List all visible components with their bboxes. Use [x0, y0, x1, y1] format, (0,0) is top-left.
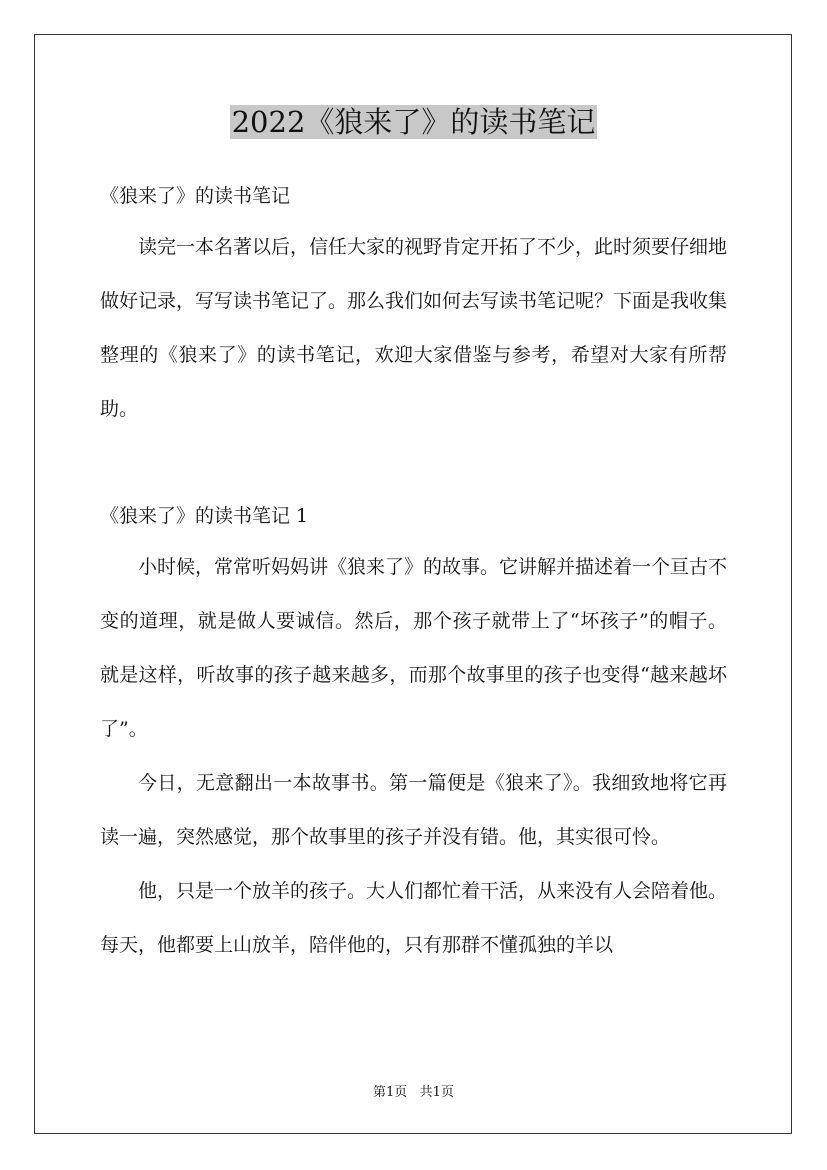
body-paragraph-2: 今日，无意翻出一本故事书。第一篇便是《狼来了》。我细致地将它再读一遍，突然感觉，那个故事里的孩子并没有错。他，其实很可怜。: [100, 772, 727, 848]
document-body: [100, 172, 727, 972]
section-heading: 《狼来了》的读书笔记 1: [100, 505, 309, 527]
page-footer: 第1页 共1页: [373, 1085, 454, 1100]
document-title: [0, 102, 827, 142]
intro-heading: 《狼来了》的读书笔记: [100, 185, 291, 207]
intro-paragraph: 读完一本名著以后，信任大家的视野肯定开拓了不少，此时须要仔细地做好记录，写写读书笔记了。那么我们如何去写读书笔记呢？下面是我收集整理的《狼来了》的读书笔记，欢迎大家借鉴与参考，希望对大家有所帮助。: [100, 236, 728, 420]
body-paragraph-3: 他，只是一个放羊的孩子。大人们都忙着干活，从来没有人会陪着他。每天，他都要上山放羊，陪伴他的，只有那群不懂孤独的羊以: [100, 880, 728, 956]
body-paragraph-1: 小时候，常常听妈妈讲《狼来了》的故事。它讲解并描述着一个亘古不变的道理，就是做人要诚信。然后，那个孩子就带上了“坏孩子”的帽子。就是这样，听故事的孩子越来越多，而那个故事里的孩子也变得“越来越坏了”。: [100, 556, 728, 740]
section-spacer: [100, 436, 727, 490]
document-title-text: 2022《狼来了》的读书笔记: [231, 105, 596, 139]
